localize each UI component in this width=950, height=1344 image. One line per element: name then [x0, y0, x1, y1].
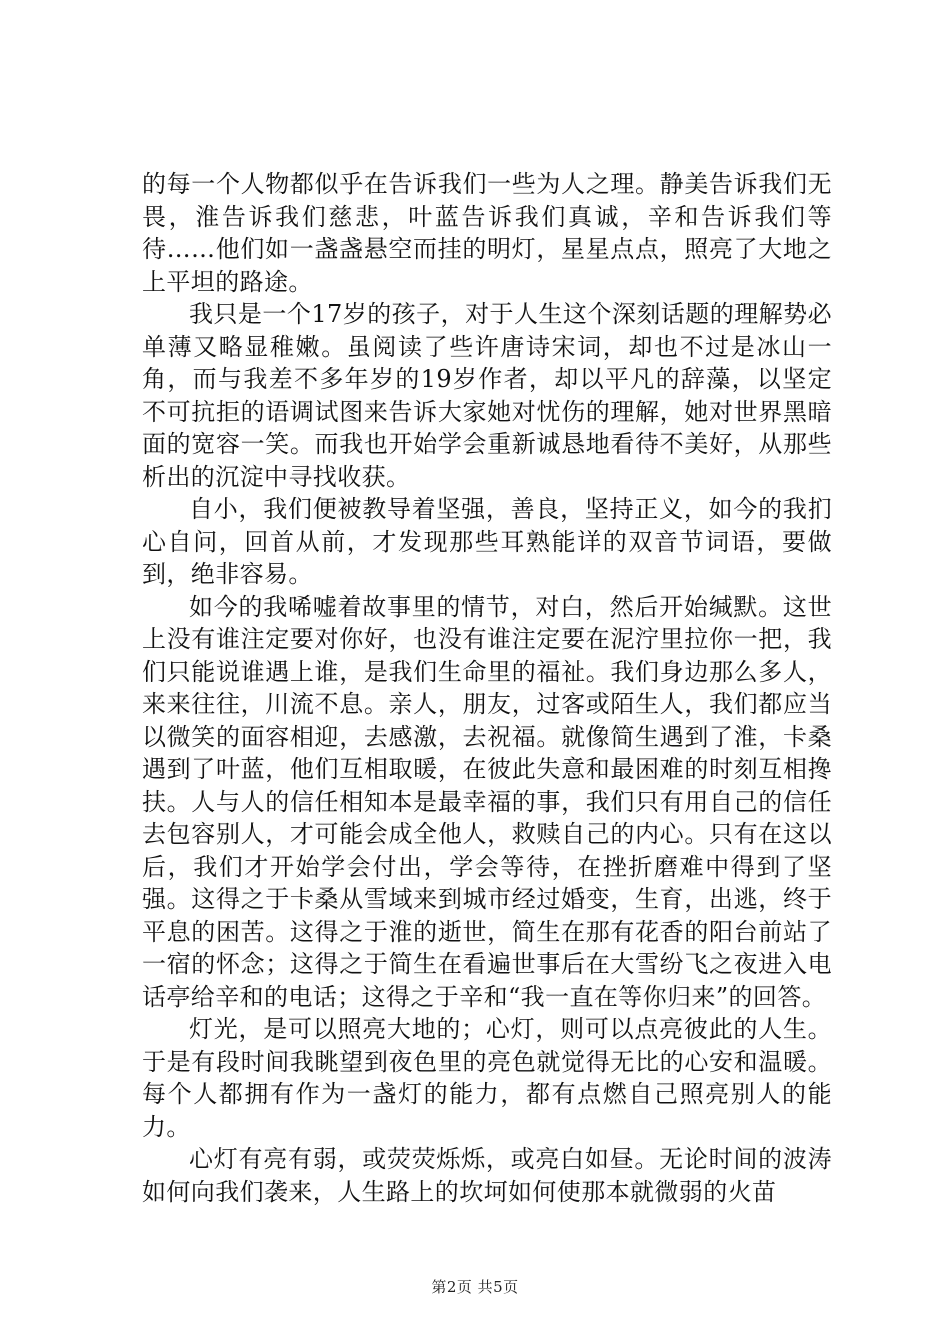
paragraph-3: 自小，我们便被教导着坚强，善良，坚持正义，如今的我扪心自问，回首从前，才发现那些耳熟能详的双音节词语，要做到，绝非容易。: [142, 495, 832, 588]
paragraph-4: 如今的我唏嘘着故事里的情节，对白，然后开始缄默。这世上没有谁注定要对你好，也没有谁注定要在泥泞里拉你一把，我们只能说谁遇上谁，是我们生命里的福祉。我们身边那么多人，来来往往，川流不息。亲人，朋友，过客或陌生人，我们都应当以微笑的面容相迎，去感激，去祝福。就像简生遇到了淮，卡桑遇到了叶蓝，他们互相取暖，在彼此失意和最困难的时刻互相搀扶。人与人的信任相知本是最幸福的事，我们只有用自己的信任去包容别人，才可能会成全他人，救赎自己的内心。只有在这以后，我们才开始学会付出，学会等待，在挫折磨难中得到了坚强。这得之于卡桑从雪域来到城市经过婚变，生育，出逃，终于平息的困苦。这得之于淮的逝世，简生在那有花香的阳台前站了一宿的怀念；这得之于简生在看遍世事后在大雪纷飞之夜进入电话亭给辛和的电话；这得之于辛和“我一直在等你归来”的回答。: [142, 592, 832, 1011]
paragraph-6: 心灯有亮有弱，或荧荧烁烁，或亮白如昼。无论时间的波涛如何向我们袭来，人生路上的坎坷如何使那本就微弱的火苗: [142, 1145, 832, 1206]
paragraph-1: 的每一个人物都似乎在告诉我们一些为人之理。静美告诉我们无畏，淮告诉我们慈悲，叶蓝告诉我们真诚，辛和告诉我们等待……他们如一盏盏悬空而挂的明灯，星星点点，照亮了大地之上平坦的路途。: [142, 170, 832, 296]
body-text: [142, 168, 832, 1208]
paragraph-2: 我只是一个17岁的孩子，对于人生这个深刻话题的理解势必单薄又略显稚嫩。虽阅读了些许唐诗宋词，却也不过是冰山一角，而与我差不多年岁的19岁作者，却以平凡的辞藻，以坚定不可抗拒的语调试图来告诉大家她对忧伤的理解，她对世界黑暗面的宽容一笑。而我也开始学会重新诚恳地看待不美好，从那些析出的沉淀中寻找收获。: [142, 300, 832, 491]
page-footer: 第2页 共5页: [431, 1278, 519, 1296]
paragraph-5: 灯光，是可以照亮大地的；心灯，则可以点亮彼此的人生。于是有段时间我眺望到夜色里的亮色就觉得无比的心安和温暖。每个人都拥有作为一盏灯的能力，都有点燃自己照亮别人的能力。: [142, 1015, 832, 1141]
